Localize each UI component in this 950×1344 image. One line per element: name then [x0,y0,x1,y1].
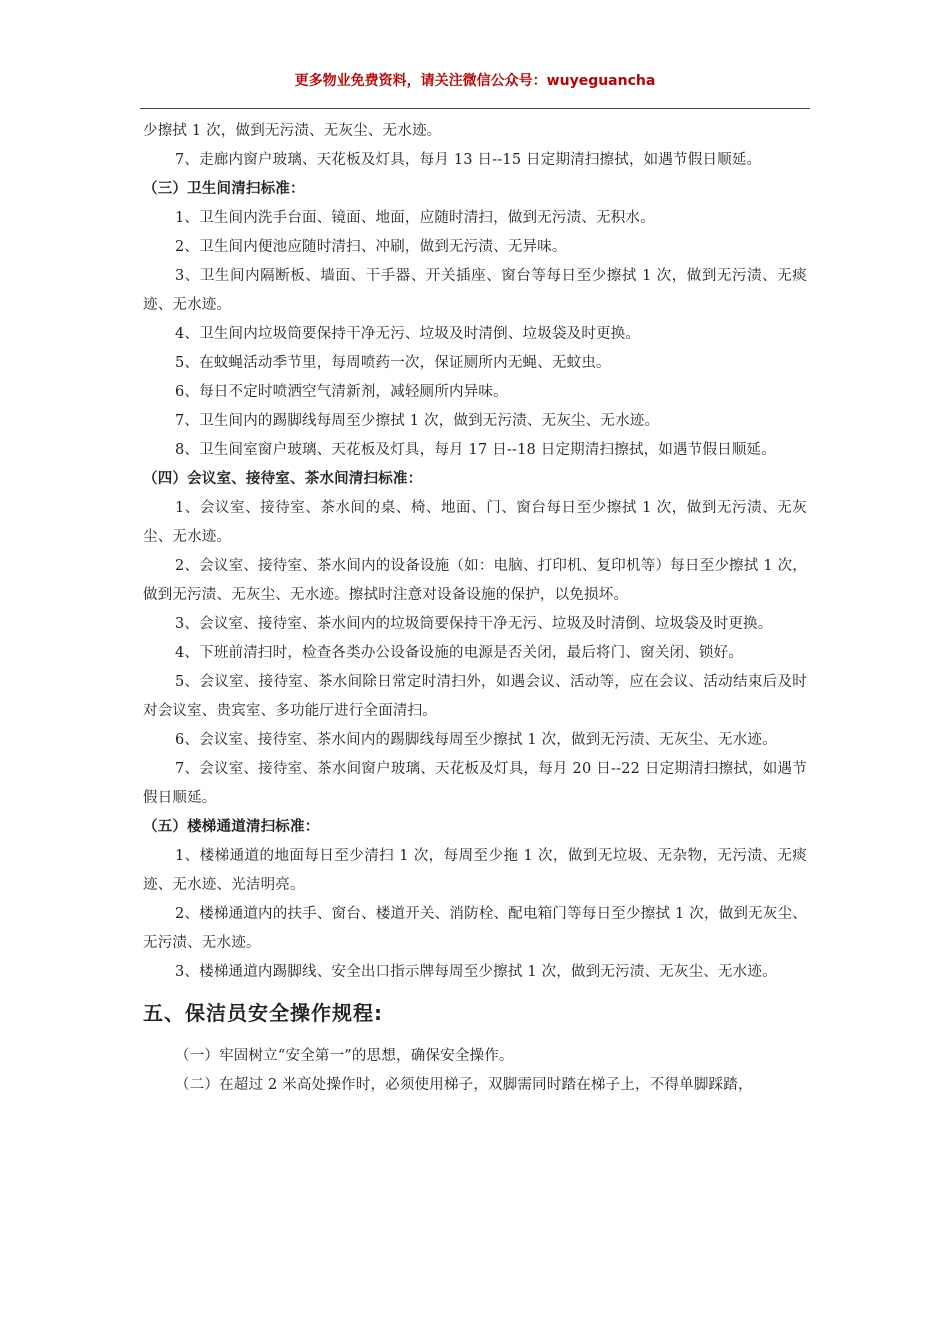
list-item: 3、楼梯通道内踢脚线、安全出口指示牌每周至少擦拭 1 次，做到无污渍、无灰尘、无水迹。 [175,964,777,980]
document-body [143,117,807,1100]
section-heading-restroom: （三）卫生间清扫标准： [143,181,305,197]
chapter-heading-safety: 五、保洁员安全操作规程: [143,1001,383,1025]
section-heading-meeting-rooms: （四）会议室、接待室、茶水间清扫标准： [143,471,423,487]
list-item: 2、卫生间内便池应随时清扫、冲刷，做到无污渍、无异味。 [175,239,567,255]
list-item: （一）牢固树立“安全第一”的思想，确保安全操作。 [175,1048,514,1064]
list-item: 3、卫生间内隔断板、墙面、干手器、开关插座、窗台等每日至少擦拭 1 次，做到无污渍、无痰迹、无水迹。 [143,268,807,313]
list-item: 6、每日不定时喷洒空气清新剂，减轻厕所内异味。 [175,384,508,400]
list-item: 2、楼梯通道内的扶手、窗台、楼道开关、消防栓、配电箱门等每日至少擦拭 1 次，做到无灰尘、无污渍、无水迹。 [143,906,807,951]
paragraph-continued: 少擦拭 1 次，做到无污渍、无灰尘、无水迹。 [143,123,442,139]
page-header: 更多物业免费资料，请关注微信公众号：wuyeguancha [294,73,656,89]
list-item: 4、下班前清扫时，检查各类办公设备设施的电源是否关闭，最后将门、窗关闭、锁好。 [175,645,744,661]
list-item: 8、卫生间室窗户玻璃、天花板及灯具，每月 17 日--18 日定期清扫擦拭，如遇节假日顺延。 [175,442,776,458]
list-item: 3、会议室、接待室、茶水间内的垃圾筒要保持干净无污、垃圾及时清倒、垃圾袋及时更换。 [175,616,773,632]
list-item: 1、卫生间内洗手台面、镜面、地面，应随时清扫，做到无污渍、无积水。 [175,210,655,226]
list-item: 5、会议室、接待室、茶水间除日常定时清扫外，如遇会议、活动等，应在会议、活动结束后及时对会议室、贵宾室、多功能厅进行全面清扫。 [143,674,807,719]
header-divider [140,108,810,109]
list-item: 4、卫生间内垃圾筒要保持干净无污、垃圾及时清倒、垃圾袋及时更换。 [175,326,641,342]
list-item: 5、在蚊蝇活动季节里，每周喷药一次，保证厕所内无蝇、无蚊虫。 [175,355,611,371]
list-item: 6、会议室、接待室、茶水间内的踢脚线每周至少擦拭 1 次，做到无污渍、无灰尘、无水迹。 [175,732,777,748]
list-item: 2、会议室、接待室、茶水间内的设备设施（如：电脑、打印机、复印机等）每日至少擦拭 1 次，做到无污渍、无灰尘、无水迹。擦拭时注意对设备设施的保护，以免损坏。 [143,558,807,603]
list-item: 7、走廊内窗户玻璃、天花板及灯具，每月 13 日--15 日定期清扫擦拭，如遇节假日顺延。 [175,152,762,168]
list-item: （二）在超过 2 米高处操作时，必须使用梯子，双脚需同时踏在梯子上，不得单脚踩踏， [175,1077,753,1093]
section-heading-stairways: （五）楼梯通道清扫标准： [143,819,320,835]
list-item: 1、楼梯通道的地面每日至少清扫 1 次，每周至少拖 1 次，做到无垃圾、无杂物，无污渍、无痰迹、无水迹、光洁明亮。 [143,848,807,893]
list-item: 1、会议室、接待室、茶水间的桌、椅、地面、门、窗台每日至少擦拭 1 次，做到无污渍、无灰尘、无水迹。 [143,500,807,545]
list-item: 7、会议室、接待室、茶水间窗户玻璃、天花板及灯具，每月 20 日--22 日定期清扫擦拭，如遇节假日顺延。 [143,761,807,806]
list-item: 7、卫生间内的踢脚线每周至少擦拭 1 次，做到无污渍、无灰尘、无水迹。 [175,413,660,429]
